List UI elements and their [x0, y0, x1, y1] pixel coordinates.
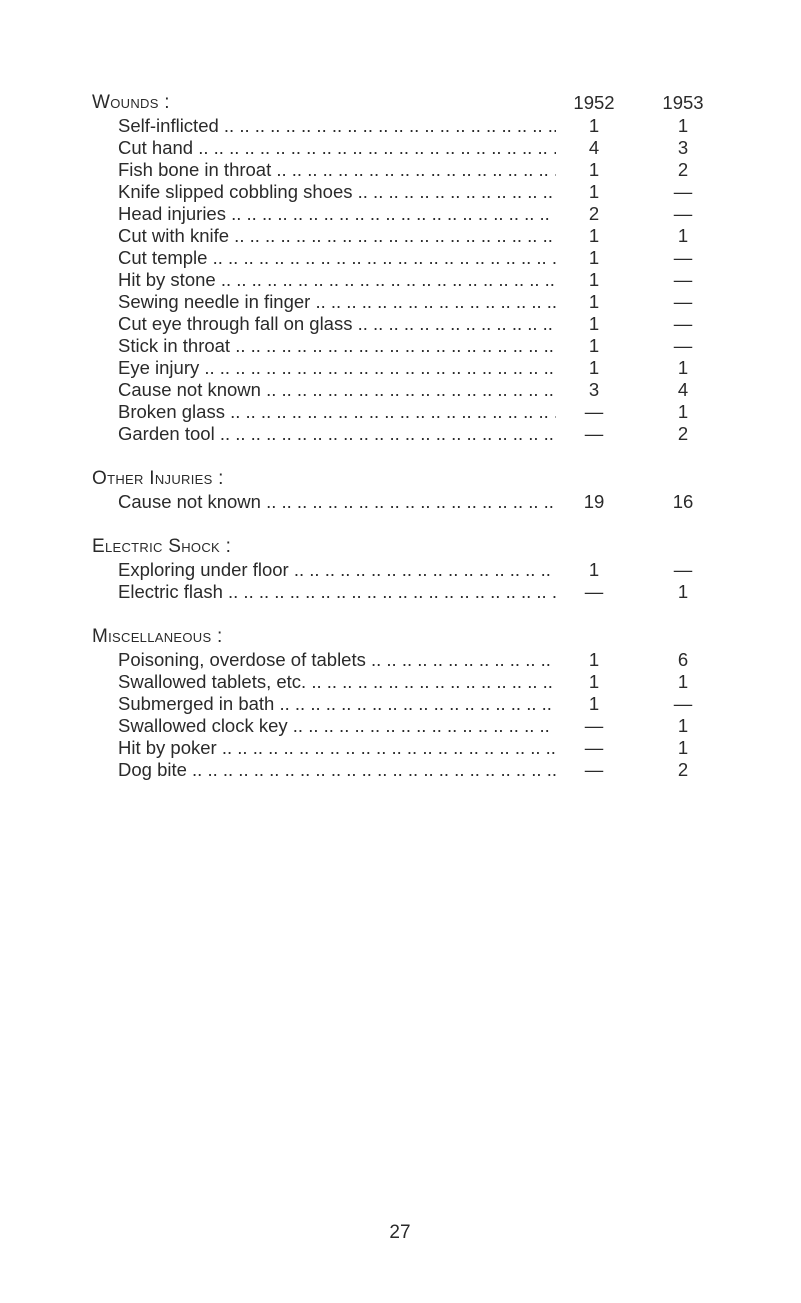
row-label: Cause not known .. .. — [118, 491, 556, 513]
value-1952: — — [584, 423, 604, 444]
value-1952: — — [584, 715, 604, 736]
row-label: Hit by stone .. .. — [118, 269, 556, 291]
value-1952: 1 — [588, 649, 600, 670]
row-label: Knife slipped cobbling shoes .. .. — [118, 181, 556, 203]
value-1953: 2 — [677, 423, 689, 444]
row-label: Sewing needle in finger .. .. — [118, 291, 556, 313]
value-1953: — — [673, 335, 693, 356]
table-row — [0, 401, 801, 423]
value-1953: — — [673, 291, 693, 312]
row-label: Head injuries .. .. — [118, 203, 556, 225]
value-1952: 1 — [588, 269, 600, 290]
value-1952: 1 — [588, 357, 600, 378]
value-1952: 1 — [588, 335, 600, 356]
value-1953: 16 — [672, 491, 694, 512]
table-row — [0, 203, 801, 225]
table-row — [0, 559, 801, 581]
section-title: Electric Shock : — [92, 536, 232, 557]
section-header-wounds — [0, 92, 801, 114]
value-1952: 1 — [588, 247, 600, 268]
table-row — [0, 335, 801, 357]
table-row — [0, 225, 801, 247]
value-1953: 2 — [677, 759, 689, 780]
table-row — [0, 491, 801, 513]
value-1952: 1 — [588, 181, 600, 202]
value-1953: — — [673, 181, 693, 202]
table-row — [0, 423, 801, 445]
value-1952: 4 — [588, 137, 600, 158]
value-1952: 1 — [588, 291, 600, 312]
value-1952: 1 — [588, 693, 600, 714]
value-1953: 1 — [677, 225, 689, 246]
value-1952: 1 — [588, 313, 600, 334]
value-1953: — — [673, 203, 693, 224]
row-label: Exploring under floor .. .. — [118, 559, 556, 581]
table-row — [0, 715, 801, 737]
value-1952: — — [584, 759, 604, 780]
row-label: Electric flash .. .. — [118, 581, 556, 603]
row-label: Cut with knife .. .. — [118, 225, 556, 247]
row-label: Submerged in bath .. .. — [118, 693, 556, 715]
value-1952: — — [584, 581, 604, 602]
table-row — [0, 693, 801, 715]
table-row — [0, 291, 801, 313]
table-row — [0, 357, 801, 379]
value-1952: 1 — [588, 559, 600, 580]
value-1953: — — [673, 247, 693, 268]
value-1953: — — [673, 559, 693, 580]
value-1953: — — [673, 269, 693, 290]
value-1953: 6 — [677, 649, 689, 670]
table-row — [0, 759, 801, 781]
value-1953: 1 — [677, 671, 689, 692]
row-label: Garden tool .. .. — [118, 423, 556, 445]
section-title: Miscellaneous : — [92, 626, 223, 647]
section-title: Other Injuries : — [92, 468, 224, 489]
value-1953: — — [673, 313, 693, 334]
column-header-1953: 1953 — [662, 92, 704, 113]
value-1952: 1 — [588, 671, 600, 692]
column-header-1952: 1952 — [573, 92, 615, 113]
value-1953: 1 — [677, 715, 689, 736]
row-label: Cut temple .. .. — [118, 247, 556, 269]
table-row — [0, 181, 801, 203]
section-header-miscellaneous — [0, 626, 801, 648]
value-1953: 1 — [677, 581, 689, 602]
table-row — [0, 379, 801, 401]
row-label: Swallowed clock key .. .. — [118, 715, 556, 737]
row-label: Eye injury .. .. — [118, 357, 556, 379]
row-label: Hit by poker .. .. — [118, 737, 556, 759]
row-label: Cut eye through fall on glass .. .. — [118, 313, 556, 335]
section-header-electric-shock — [0, 536, 801, 558]
value-1952: 3 — [588, 379, 600, 400]
value-1953: 1 — [677, 115, 689, 136]
table-row — [0, 159, 801, 181]
value-1952: — — [584, 401, 604, 422]
table-row — [0, 671, 801, 693]
table-row — [0, 115, 801, 137]
value-1953: 3 — [677, 137, 689, 158]
value-1952: 1 — [588, 115, 600, 136]
table-row — [0, 581, 801, 603]
value-1953: 2 — [677, 159, 689, 180]
value-1952: 19 — [583, 491, 605, 512]
table-row — [0, 313, 801, 335]
row-label: Cause not known .. .. — [118, 379, 556, 401]
table-row — [0, 137, 801, 159]
row-label: Fish bone in throat .. .. — [118, 159, 556, 181]
value-1952: — — [584, 737, 604, 758]
value-1952: 2 — [588, 203, 600, 224]
value-1952: 1 — [588, 159, 600, 180]
table-row — [0, 737, 801, 759]
row-label: Stick in throat .. .. — [118, 335, 556, 357]
value-1953: 4 — [677, 379, 689, 400]
value-1953: 1 — [677, 357, 689, 378]
row-label: Dog bite .. .. — [118, 759, 556, 781]
row-label: Poisoning, overdose of tablets .. .. — [118, 649, 556, 671]
page-number: 27 — [389, 1222, 411, 1243]
value-1953: 1 — [677, 401, 689, 422]
row-label: Cut hand .. .. — [118, 137, 556, 159]
row-label: Broken glass .. .. — [118, 401, 556, 423]
value-1953: — — [673, 693, 693, 714]
table-row — [0, 247, 801, 269]
row-label: Swallowed tablets, etc. .. .. — [118, 671, 556, 693]
section-title: Wounds : — [92, 92, 170, 113]
value-1952: 1 — [588, 225, 600, 246]
table-row — [0, 269, 801, 291]
value-1953: 1 — [677, 737, 689, 758]
section-header-other-injuries — [0, 468, 801, 490]
table-row — [0, 649, 801, 671]
row-label: Self-inflicted .. .. — [118, 115, 556, 137]
